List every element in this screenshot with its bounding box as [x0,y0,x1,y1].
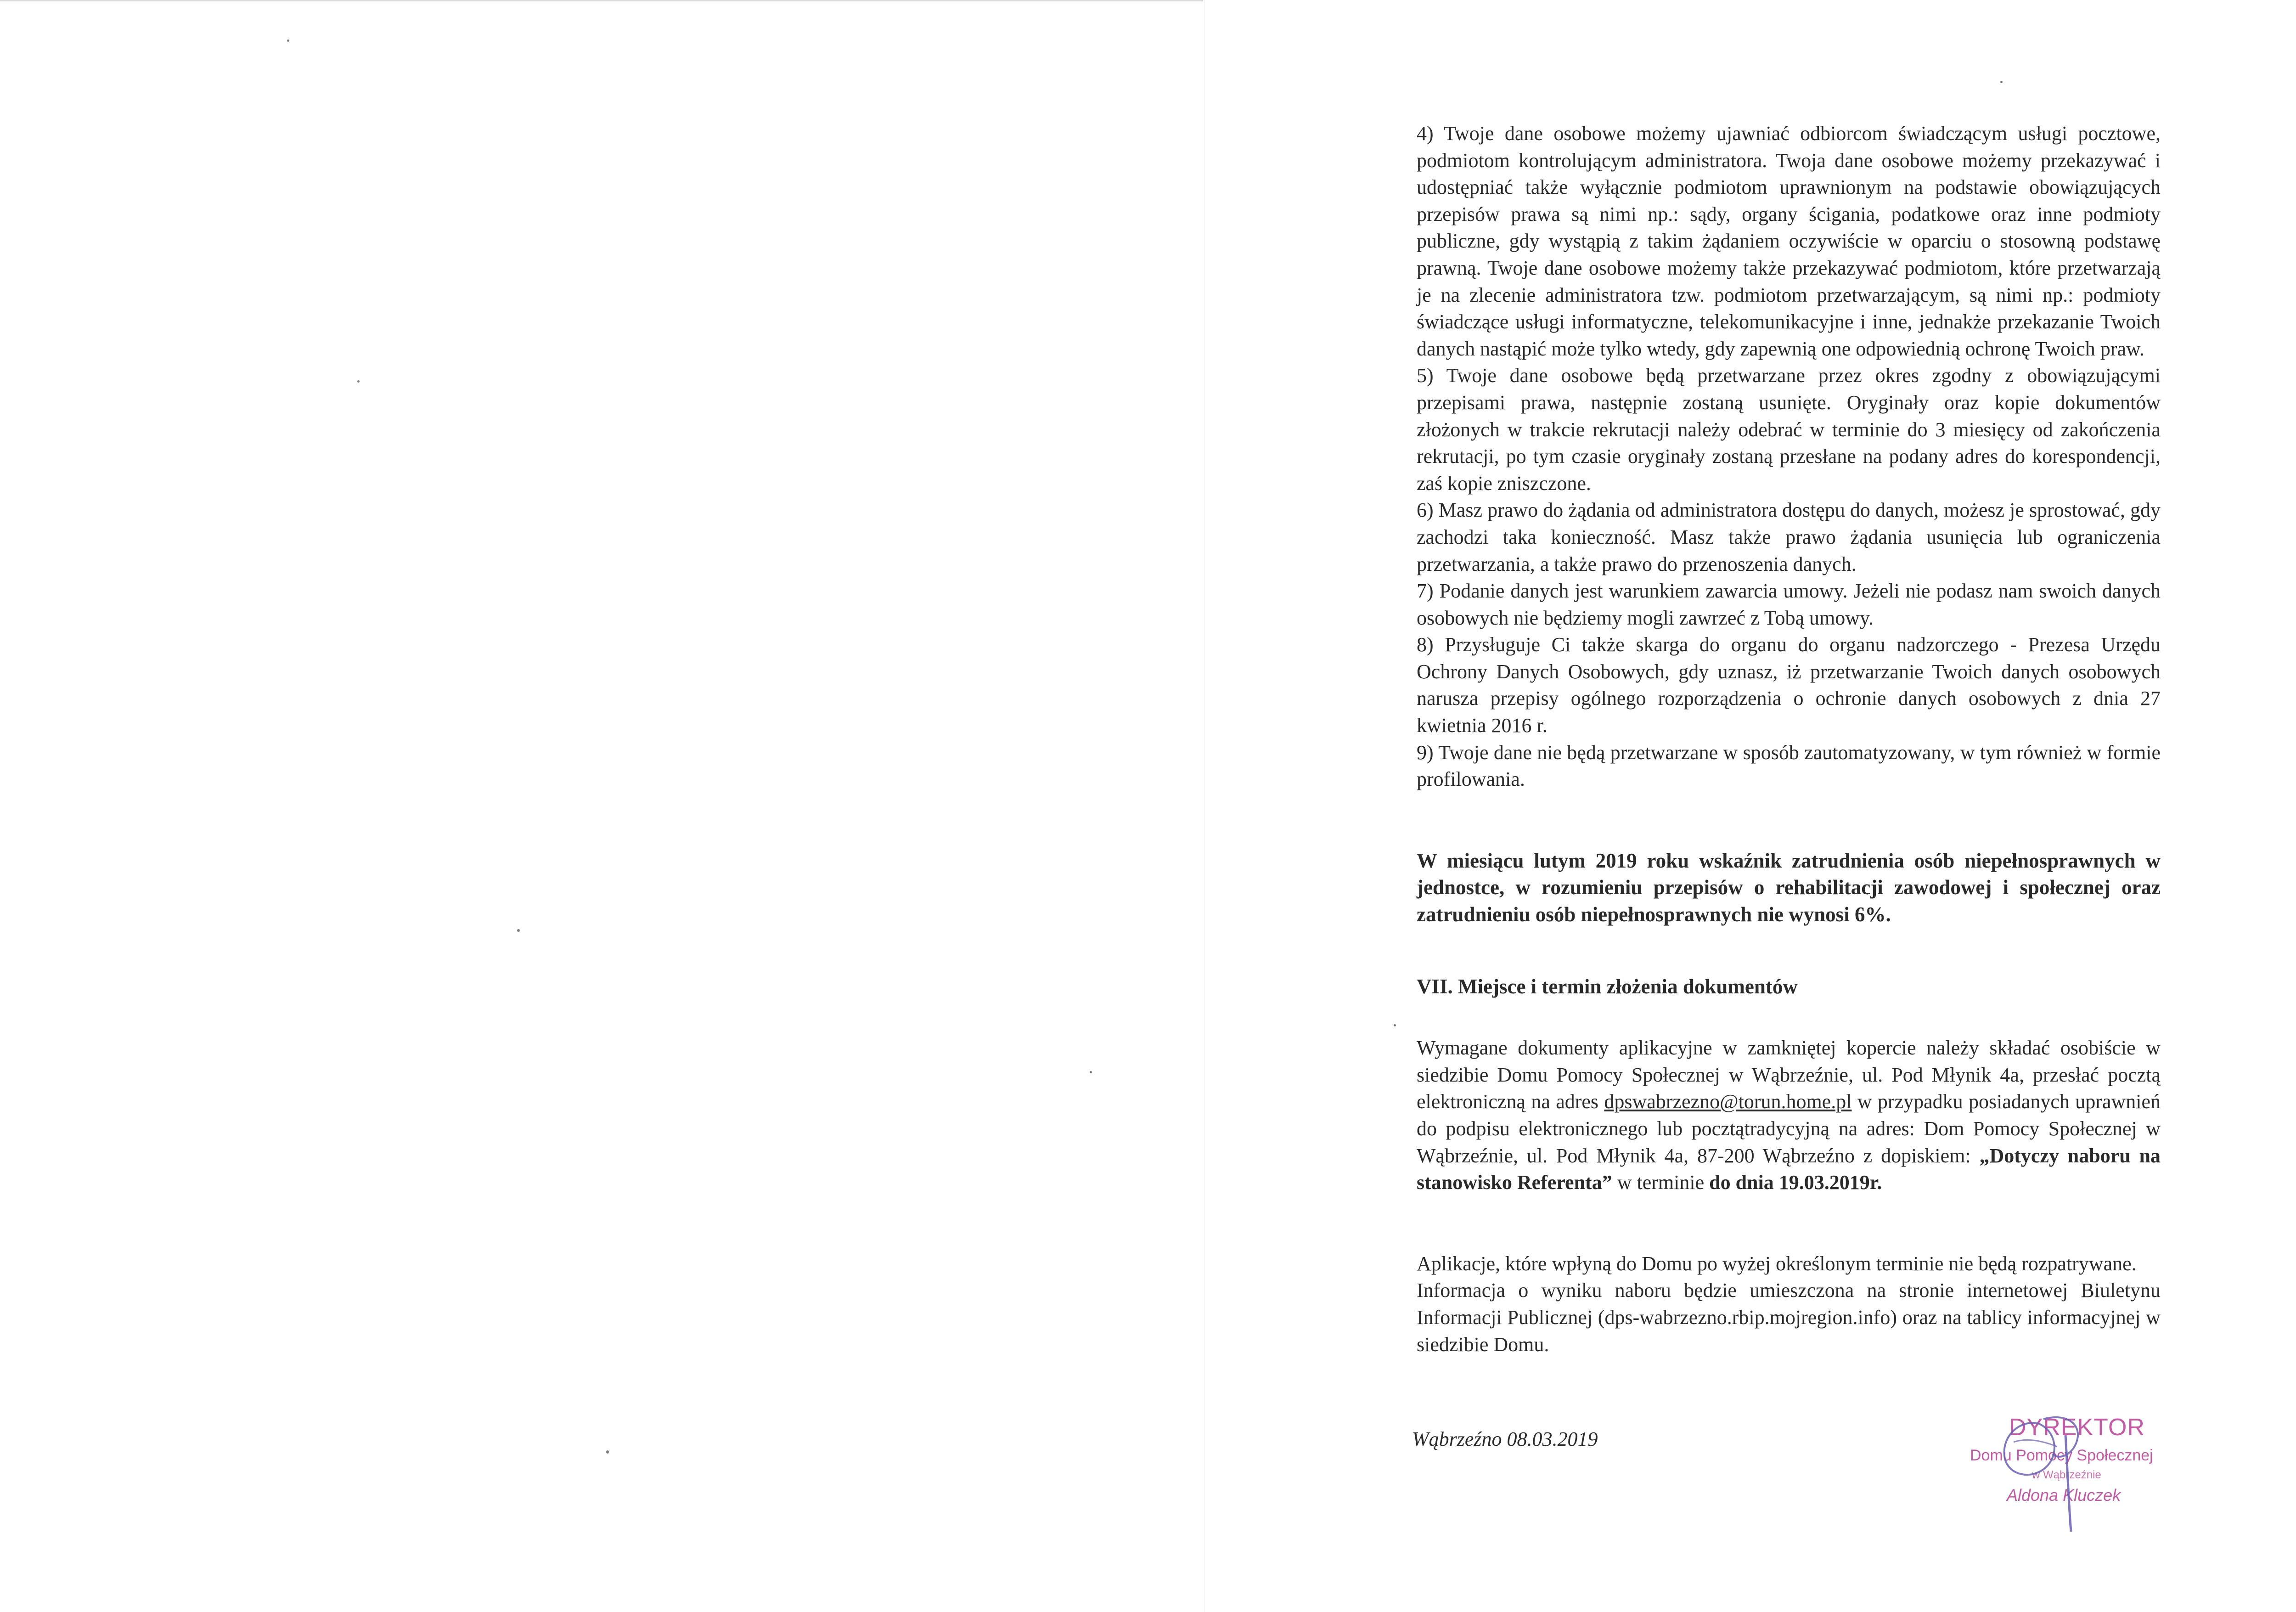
stamp-location: w Wąbrzeźnie [2032,1469,2101,1481]
submission-text-2: w przypadku posiadanych uprawnień do podpisu elektronicznego lub pocztątradycyjną na adres: Dom Pomocy Społecznej w Wąbrzeźnie, ul. Pod Młynik 4a, 87-200 Wąbrzeźno z dopiskiem: [1417,1090,2161,1167]
stamp-institution: Domu Pomocy Społecznej [1970,1447,2153,1464]
employment-indicator-notice: W miesiącu lutym 2019 roku wskaźnik zatrudnienia osób niepełnosprawnych w jednostce, w rozumieniu przepisów o rehabilitacji zawodowej i społecznej oraz zatrudnieniu osób niepełnosprawnych nie wynosi 6%. [1417,849,2161,926]
rodo-paragraph-9: 9) Twoje dane nie będą przetwarzane w sposób zautomatyzowany, w tym również w formie profilowania. [1417,741,2161,791]
handwritten-signature [1970,1392,2117,1543]
scan-edge [0,0,1203,1]
scan-speck [1394,1024,1396,1026]
scan-speck [606,1450,609,1454]
scan-speck [357,380,360,383]
results-information: Informacja o wyniku naboru będzie umieszczona na stronie internetowej Biuletynu Informacji Publicznej (dps-wabrzezno.rbip.mojregion.info) oraz na tablicy informacyjnej w siedzibie Domu. [1417,1279,2161,1356]
scan-speck [287,39,289,42]
document-body [1417,120,2161,1358]
section-title: VII. Miejsce i termin złożenia dokumentów [1417,975,1798,998]
scan-speck [2000,81,2003,83]
page-fold [1204,0,1205,1612]
scan-speck [1090,1071,1092,1073]
rodo-paragraph-7: 7) Podanie danych jest warunkiem zawarcia umowy. Jeżeli nie podasz nam swoich danych osobowych nie będziemy mogli zawrzeć z Tobą umowy. [1417,580,2161,629]
submission-annotation: „Dotyczy naboru na stanowisko Referenta” [1417,1144,2161,1194]
submission-instructions [1417,1035,2161,1196]
late-applications-notice: Aplikacje, które wpłyną do Domu po wyżej określonym terminie nie będą rozpatrywane. [1417,1252,2137,1275]
stamp-name: Aldona Kluczek [2007,1486,2121,1505]
rodo-paragraph-4: 4) Twoje dane osobowe możemy ujawniać odbiorcom świadczącym usługi pocztowe, podmiotom kontrolującym administratora. Twoja dane osobowe możemy przekazywać i udostępniać także wyłącznie podmiotom uprawnionym na podstawie obowiązujących przepisów prawa są nimi np.: sądy, organy ścigania, podatkowe oraz inne podmioty publiczne, gdy wystąpią z takim żądaniem oczywiście w oparciu o stosowną podstawę prawną. Twoje dane osobowe możemy także przekazywać podmiotom, które przetwarzają je na zlecenie administratora tzw. podmiotom przetwarzającym, są nimi np.: podmioty świadczące usługi informatyczne, telekomunikacyjne i inne, jednakże przekazanie Twoich danych nastąpić może tylko wtedy, gdy zapewnią one odpowiednią ochronę Twoich praw. [1417,122,2161,360]
submission-text-1: Wymagane dokumenty aplikacyjne w zamkniętej kopercie należy składać osobiście w siedzibie Domu Pomocy Społecznej w Wąbrzeźnie, ul. Pod Młynik 4a, przesłać pocztą elektroniczną na adres [1417,1037,2161,1113]
stamp-title: DYREKTOR [2009,1414,2145,1441]
email-link[interactable]: dpswabrzezno@torun.home.pl [1604,1090,1852,1113]
rodo-paragraph-5: 5) Twoje dane osobowe będą przetwarzane przez okres zgodny z obowiązującymi przepisami prawa, następnie zostaną usunięte. Oryginały oraz kopie dokumentów złożonych w trakcie rekrutacji należy odebrać w terminie do 3 miesięcy od zakończenia rekrutacji, po tym czasie oryginały zostaną przesłane na podany adres do korespondencji, zaś kopie zniszczone. [1417,364,2161,495]
scan-speck [517,929,520,932]
submission-deadline: do dnia 19.03.2019r. [1709,1171,1882,1194]
place-and-date: Wąbrzeźno 08.03.2019 [1412,1428,1598,1450]
pen-mark [2291,14,2296,83]
rodo-paragraph-8: 8) Przysługuje Ci także skarga do organu do organu nadzorczego - Prezesa Urzędu Ochrony Danych Osobowych, gdy uznasz, iż przetwarzanie Twoich danych osobowych narusza przepisy ogólnego rozporządzenia o ochronie danych osobowych z dnia 27 kwietnia 2016 r. [1417,633,2161,737]
rodo-paragraph-6: 6) Masz prawo do żądania od administratora dostępu do danych, możesz je sprostować, gdy zachodzi taka konieczność. Masz także prawo żądania usunięcia lub ograniczenia przetwarzania, a także prawo do przenoszenia danych. [1417,499,2161,575]
submission-text-3: w terminie [1612,1171,1710,1194]
